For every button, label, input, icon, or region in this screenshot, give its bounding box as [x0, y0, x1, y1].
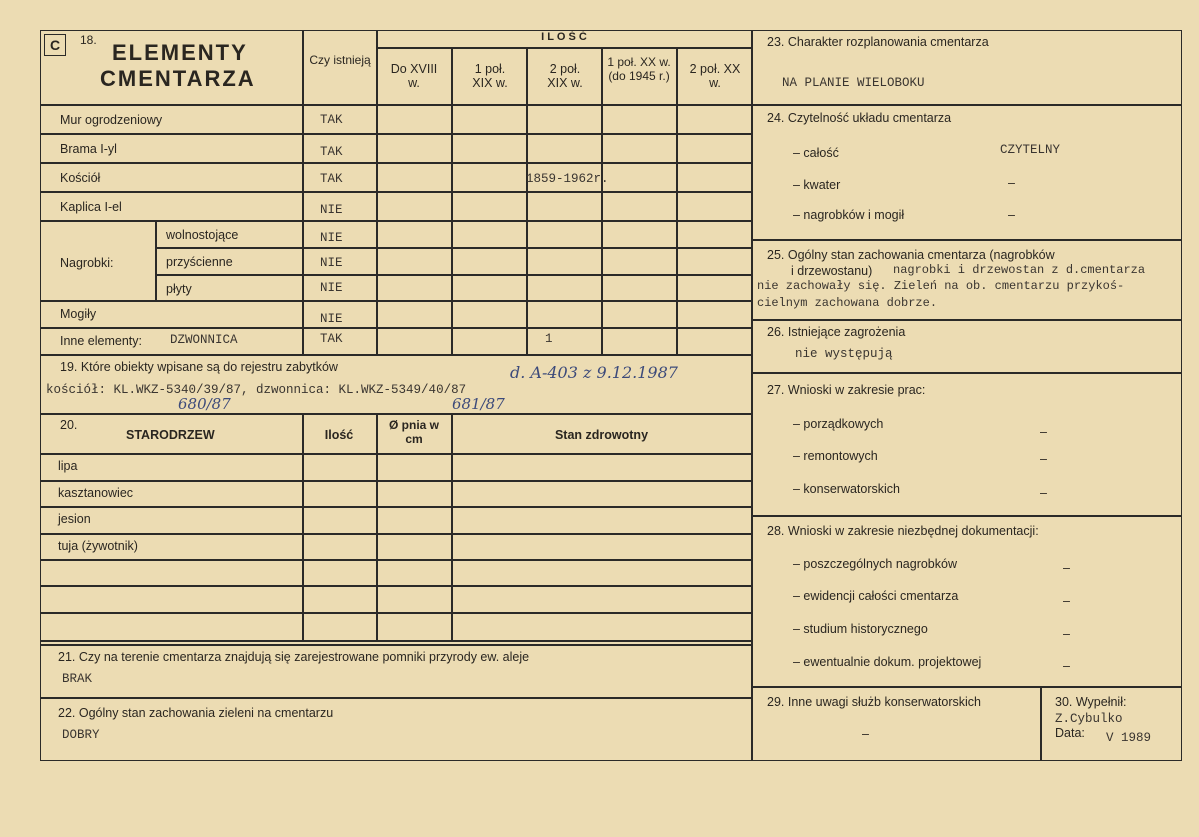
divider [752, 515, 1182, 517]
divider [752, 319, 1182, 321]
czy-kosciol: TAK [320, 172, 343, 186]
section-30-name: Z.Cybulko [1055, 712, 1123, 726]
divider [40, 506, 752, 508]
s28-ewidencji-label: – ewidencji całości cmentarza [793, 589, 959, 603]
row-label-mogily: Mogiły [60, 307, 97, 321]
divider [40, 133, 752, 135]
divider [40, 585, 752, 587]
divider [40, 644, 752, 646]
row-label-nagrobki: Nagrobki: [60, 256, 114, 270]
divider [40, 162, 752, 164]
row-label-wolnostojace: wolnostojące [166, 228, 239, 242]
section-28-title: 28. Wnioski w zakresie niezbędnej dokumentacji: [767, 524, 1039, 538]
row-label-mur: Mur ogrodzeniowy [60, 113, 163, 127]
section-26-title: 26. Istniejące zagrożenia [767, 325, 906, 339]
col-header-1-xx: 1 poł. XX w. (do 1945 r.) [607, 55, 671, 83]
col-header-stan: Stan zdrowotny [554, 428, 649, 442]
inne-count: 1 [545, 332, 553, 346]
col-header-fi-pnia: Ø pnia w cm [388, 418, 439, 446]
kosciol-date: 1859-1962r. [526, 172, 609, 186]
section-25-text-1: nagrobki i drzewostan z d.cmentarza [893, 263, 1146, 277]
section-22-value: DOBRY [62, 728, 100, 742]
col-header-2-xx: 2 poł. XX w. [689, 62, 741, 91]
section-19-register: kościół: KL.WKZ-5340/39/87, dzwonnica: KL.WKZ-5349/40/87 [46, 383, 467, 397]
s27-konserwatorskich-label: – konserwatorskich [793, 482, 900, 496]
section-23-title: 23. Charakter rozplanowania cmentarza [767, 35, 989, 49]
czy-kaplica: NIE [320, 203, 343, 217]
divider [302, 413, 304, 640]
divider [40, 220, 752, 222]
section-19-num-2: 681/87 [452, 395, 505, 413]
section-29-value: – [862, 727, 869, 741]
section-19-handwritten: d. A-403 z 9.12.1987 [510, 363, 678, 382]
s27-remontowych-value: – [1040, 452, 1047, 466]
divider [40, 104, 752, 106]
divider [1040, 686, 1042, 761]
row-label-kaplica: Kaplica I-el [60, 200, 122, 214]
czy-brama: TAK [320, 145, 343, 159]
czy-mogily: NIE [320, 312, 343, 326]
s24-kwater-label: – kwater [793, 178, 841, 192]
section-21-title: 21. Czy na terenie cmentarza znajdują się zarejestrowane pomniki przyrody ew. aleje [58, 650, 530, 664]
czy-inne: TAK [320, 332, 343, 346]
s28-ewidencji-value: – [1063, 594, 1070, 608]
section-22-title: 22. Ogólny stan zachowania zieleni na cmentarzu [58, 706, 334, 720]
czy-plyty: NIE [320, 281, 343, 295]
s28-studium-value: – [1063, 627, 1070, 641]
czy-przyscienne: NIE [320, 256, 343, 270]
col-header-2-xix: 2 poł. XIX w. [547, 62, 583, 91]
divider [155, 247, 752, 249]
section-27-title: 27. Wnioski w zakresie prac: [767, 383, 926, 397]
divider [451, 413, 453, 640]
divider [752, 372, 1182, 374]
s24-calosc-label: – całość [793, 146, 839, 160]
row-label-inne: Inne elementy: [60, 334, 142, 348]
section-30-date: V 1989 [1106, 731, 1152, 745]
section-19-num-1: 680/87 [178, 395, 231, 413]
col-header-do-xviii: Do XVIII w. [390, 62, 438, 91]
row-label-plyty: płyty [166, 282, 192, 296]
section-29-title: 29. Inne uwagi służb konserwatorskich [767, 695, 982, 709]
section-23-value: NA PLANIE WIELOBOKU [782, 76, 925, 90]
divider [40, 327, 752, 329]
divider [40, 413, 752, 415]
divider [376, 413, 378, 640]
divider [155, 274, 752, 276]
row-inne-value: DZWONNICA [170, 333, 238, 347]
col-header-1-xix: 1 poł. XIX w. [472, 62, 508, 91]
s24-nagrobki-value: – [1008, 208, 1015, 222]
s28-projektowej-label: – ewentualnie dokum. projektowej [793, 655, 982, 669]
divider [40, 559, 752, 561]
section-25-text-2: nie zachowały się. Zieleń na ob. cmentarzu przykoś- [757, 279, 1125, 293]
section-25-title-1: 25. Ogólny stan zachowania cmentarza (nagrobków [767, 248, 1055, 262]
section-30-data-label: Data: [1055, 726, 1085, 740]
divider [526, 47, 528, 354]
divider [40, 354, 752, 356]
row-label-brama: Brama I-yl [60, 142, 117, 156]
section-24-title: 24. Czytelność układu cmentarza [767, 111, 952, 125]
section-18-title-1: ELEMENTY [112, 40, 248, 65]
divider [752, 686, 1182, 688]
divider [40, 480, 752, 482]
tree-row-jesion: jesion [58, 512, 91, 526]
s24-calosc-value: CZYTELNY [1000, 143, 1061, 157]
col-header-ilosc-drzew: Ilość [324, 428, 354, 442]
col-header-ilosc: I L O Ś Ć [541, 31, 587, 43]
tree-row-lipa: lipa [58, 459, 78, 473]
col-header-czy: Czy istnieją [309, 53, 371, 67]
s28-nagrobkow-label: – poszczególnych nagrobków [793, 557, 957, 571]
divider [40, 640, 752, 642]
section-30-title: 30. Wypełnił: [1055, 695, 1127, 709]
section-25-title-2: i drzewostanu) [791, 264, 873, 278]
section-18-number: 18. [80, 33, 97, 47]
divider [40, 300, 752, 302]
divider [40, 533, 752, 535]
divider [40, 453, 752, 455]
s24-kwater-value: – [1008, 176, 1015, 190]
section-19-title: 19. Które obiekty wpisane są do rejestru zabytków [60, 360, 338, 374]
section-26-value: nie występują [795, 347, 893, 361]
tree-row-tuja: tuja (żywotnik) [58, 539, 138, 553]
divider [40, 697, 752, 699]
divider [752, 239, 1182, 241]
section-18-title-2: CMENTARZA [100, 66, 256, 91]
s27-porzadkowych-value: – [1040, 425, 1047, 439]
section-21-value: BRAK [62, 672, 93, 686]
czy-wolnostojace: NIE [320, 231, 343, 245]
card-letter: C [44, 34, 66, 56]
czy-mur: TAK [320, 113, 343, 127]
divider [40, 612, 752, 614]
row-label-kosciol: Kościół [60, 171, 101, 185]
row-label-przyscienne: przyścienne [166, 255, 233, 269]
divider [40, 191, 752, 193]
s27-konserwatorskich-value: – [1040, 486, 1047, 500]
divider [451, 47, 453, 354]
s28-nagrobkow-value: – [1063, 561, 1070, 575]
divider [376, 47, 752, 49]
divider [676, 47, 678, 354]
section-25-text-3: cielnym zachowana dobrze. [757, 296, 938, 310]
s27-porzadkowych-label: – porządkowych [793, 417, 884, 431]
divider [155, 220, 157, 300]
s28-studium-label: – studium historycznego [793, 622, 928, 636]
section-20-title: STARODRZEW [126, 428, 215, 442]
divider [601, 47, 603, 354]
tree-row-kasztanowiec: kasztanowiec [58, 486, 134, 500]
s28-projektowej-value: – [1063, 659, 1070, 673]
section-20-number: 20. [60, 418, 78, 432]
divider [752, 104, 1182, 106]
s27-remontowych-label: – remontowych [793, 449, 878, 463]
s24-nagrobki-label: – nagrobków i mogił [793, 208, 905, 222]
